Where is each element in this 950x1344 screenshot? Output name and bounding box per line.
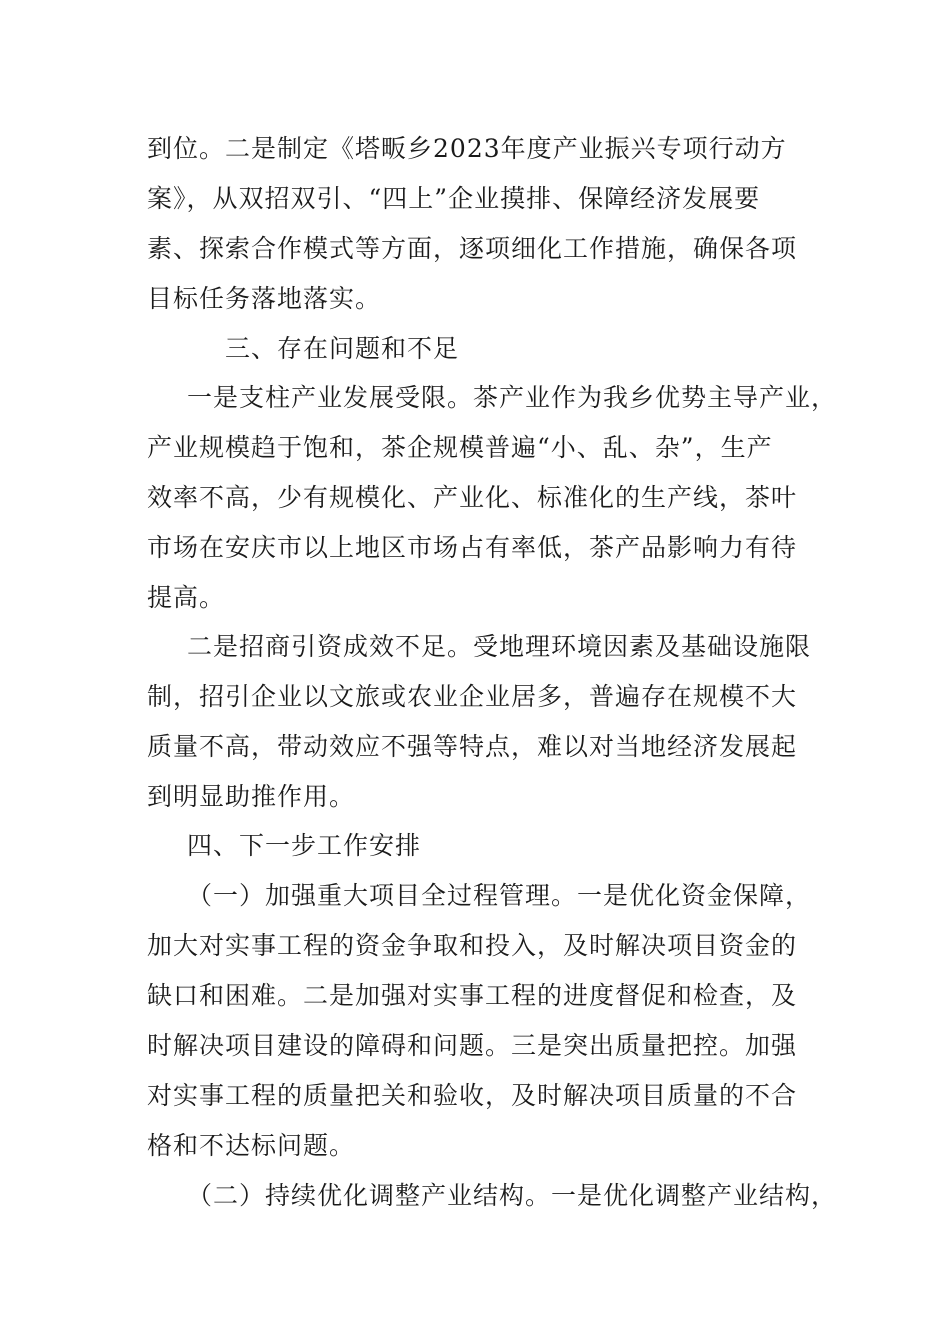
text-line: 素、探索合作模式等方面，逐项细化工作措施，确保各项 (147, 234, 798, 263)
text-line: 对实事工程的质量把关和验收，及时解决项目质量的不合 (147, 1081, 798, 1110)
text-line: 目标任务落地落实。 (147, 284, 382, 313)
text-line: 缺口和困难。二是加强对实事工程的进度督促和检查，及 (147, 981, 798, 1010)
text-line: 质量不高，带动效应不强等特点，难以对当地经济发展起 (147, 732, 798, 761)
text-line: （二）持续优化调整产业结构。一是优化调整产业结构， (187, 1181, 838, 1210)
text-line: 时解决项目建设的障碍和问题。三是突出质量把控。加强 (147, 1031, 798, 1060)
text-line: 案》，从双招双引、“四上”企业摸排、保障经济发展要 (147, 184, 761, 213)
text-line: 市场在安庆市以上地区市场占有率低，茶产品影响力有待 (147, 533, 798, 562)
text-line: 产业规模趋于饱和，茶企规模普遍“小、乱、杂”，生产 (147, 433, 773, 462)
section-heading-4: 四、下一步工作安排 (187, 831, 422, 860)
text-line: 制，招引企业以文旅或农业企业居多，普遍存在规模不大 (147, 682, 798, 711)
text-line: 加大对实事工程的资金争取和投入，及时解决项目资金的 (147, 931, 798, 960)
text-line: 到位。二是制定《塔畈乡2023年度产业振兴专项行动方 (147, 134, 787, 163)
text-line: 格和不达标问题。 (147, 1131, 356, 1160)
text-line: 提高。 (147, 583, 226, 612)
text-line: 效率不高，少有规模化、产业化、标准化的生产线，茶叶 (147, 483, 798, 512)
text-line: 一是支柱产业发展受限。茶产业作为我乡优势主导产业， (187, 383, 838, 412)
text-line: （一）加强重大项目全过程管理。一是优化资金保障， (187, 881, 812, 910)
text-line: 二是招商引资成效不足。受地理环境因素及基础设施限 (187, 632, 812, 661)
text-line: 到明显助推作用。 (147, 782, 356, 811)
section-heading-3: 三、存在问题和不足 (225, 334, 460, 363)
